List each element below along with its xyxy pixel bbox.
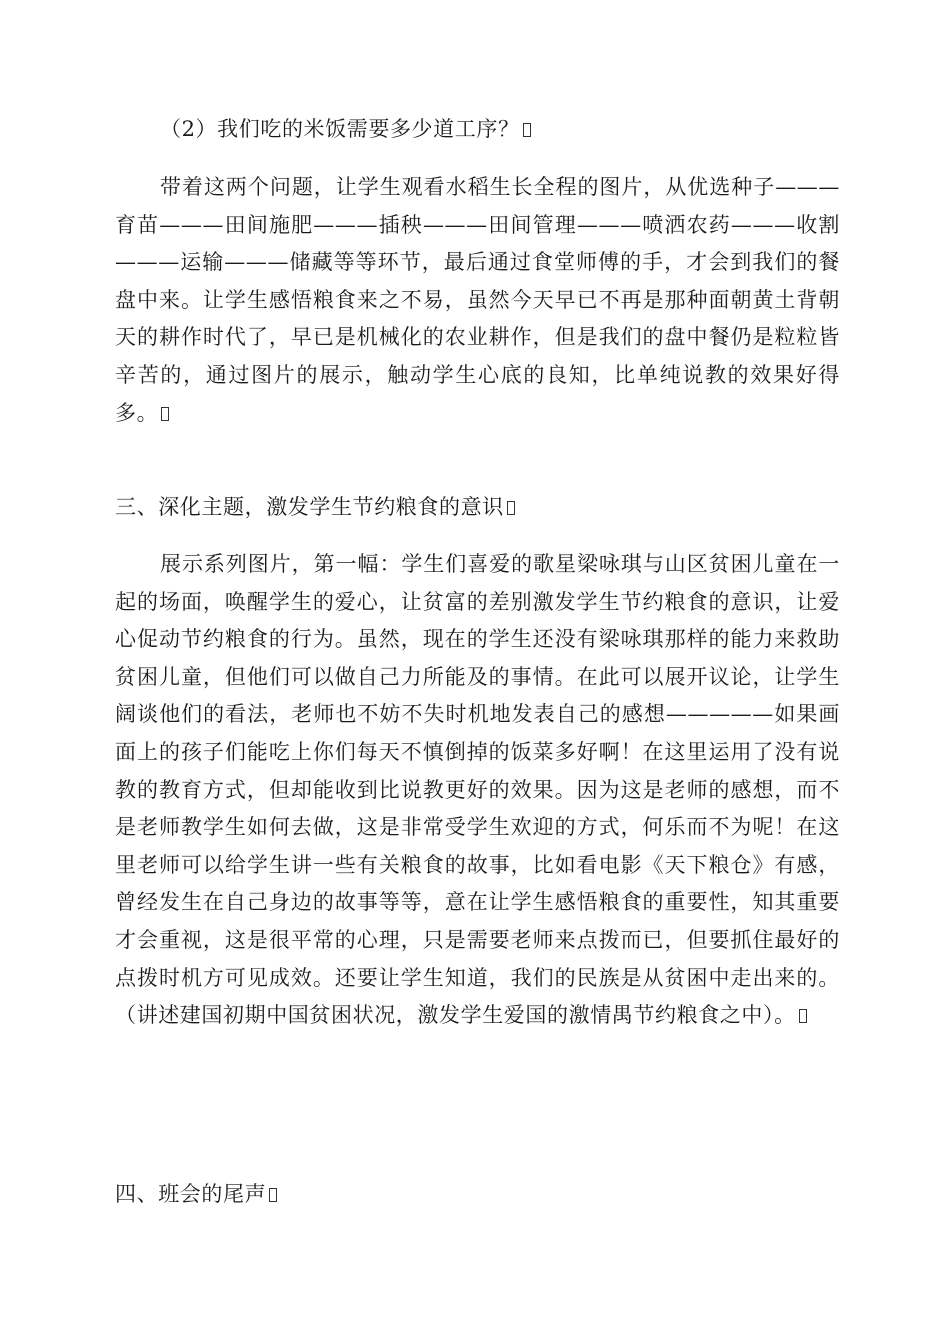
paragraph-mark-icon bbox=[161, 407, 169, 421]
paragraph-mark-icon bbox=[799, 1009, 807, 1023]
section-4-heading-text: 四、班会的尾声 bbox=[115, 1182, 267, 1206]
section-3-heading bbox=[115, 489, 840, 527]
section-4-heading bbox=[115, 1176, 840, 1214]
rice-process-paragraph bbox=[115, 169, 840, 432]
paragraph-mark-icon bbox=[269, 1188, 277, 1202]
paragraph-mark-icon bbox=[507, 501, 515, 515]
picture-series-paragraph bbox=[115, 546, 840, 1035]
paragraph-mark-icon bbox=[523, 123, 531, 137]
section-3-heading-text: 三、深化主题，激发学生节约粮食的意识 bbox=[115, 495, 504, 519]
rice-process-text: 带着这两个问题，让学生观看水稻生长全程的图片，从优选种子———育苗———田间施肥———插秧———田间管理———喷洒农药———收割———运输———储藏等等环节，最后通过食堂师傅的手，才会到我们的餐盘中来。让学生感悟粮食来之不易，虽然今天早已不再是那种面朝黄土背朝天的耕作时代了，早已是机械化的农业耕作，但是我们的盘中餐仍是粒粒皆辛苦的，通过图片的展示，触动学生心底的良知，比单纯说教的效果好得多。 bbox=[115, 175, 840, 425]
question-2-text: （2）我们吃的米饭需要多少道工序？ bbox=[160, 117, 520, 141]
question-2-paragraph bbox=[115, 111, 840, 149]
picture-series-text: 展示系列图片，第一幅：学生们喜爱的歌星梁咏琪与山区贫困儿童在一起的场面，唤醒学生的爱心，让贫富的差别激发学生节约粮食的意识，让爱心促动节约粮食的行为。虽然，现在的学生还没有梁咏琪那样的能力来救助贫困儿童，但他们可以做自己力所能及的事情。在此可以展开议论，让学生阔谈他们的看法，老师也不妨不失时机地发表自己的感想—————如果画面上的孩子们能吃上你们每天不慎倒掉的饭菜多好啊！在这里运用了没有说教的教育方式，但却能收到比说教更好的效果。因为这是老师的感想，而不是老师教学生如何去做，这是非常受学生欢迎的方式，何乐而不为呢！在这里老师可以给学生讲一些有关粮食的故事，比如看电影《天下粮仓》有感，曾经发生在自己身边的故事等等，意在让学生感悟粮食的重要性，知其重要才会重视，这是很平常的心理，只是需要老师来点拨而已，但要抓住最好的点拨时机方可见成效。还要让学生知道，我们的民族是从贫困中走出来的。（讲述建国初期中国贫困状况，激发学生爱国的激情禺节约粮食之中）。 bbox=[115, 552, 840, 1028]
